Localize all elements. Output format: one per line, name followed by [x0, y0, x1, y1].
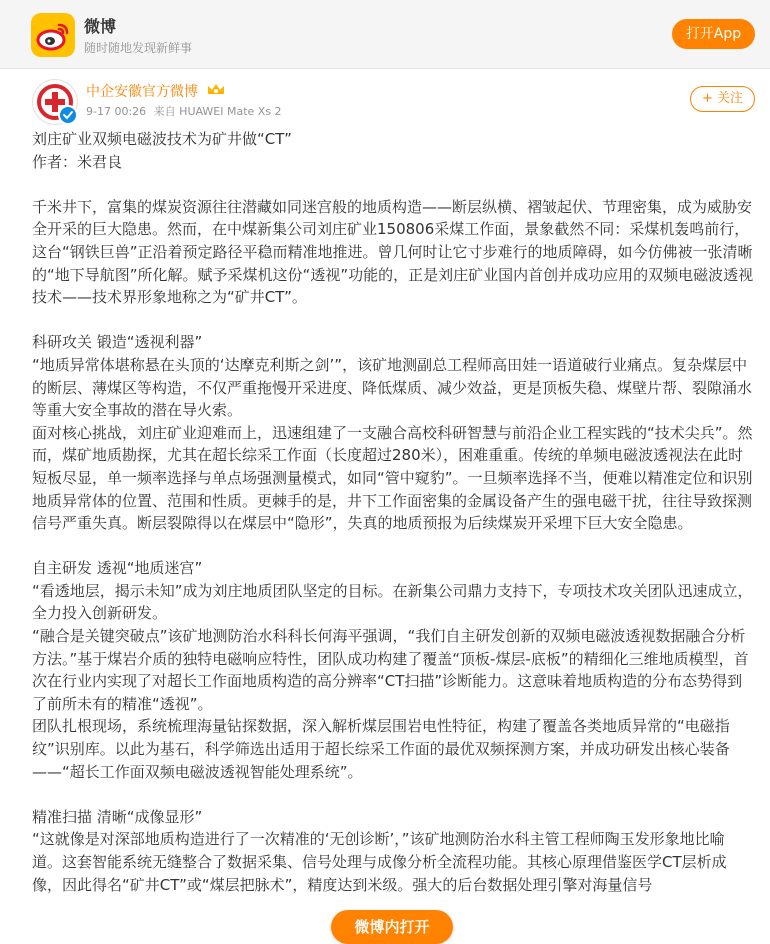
article-paragraph: 面对核心挑战，刘庄矿业迎难而上，迅速组建了一支融合高校科研智慧与前沿企业工程实践的“技术尖兵”。然而，煤矿地质勘探，尤其在超长综采工作面（长度超过280米），困难重重。传统的单频电磁波透视法在此时短板尽显，单一频率选择与单点场强测量模式，如同“管中窥豹”。一旦频率选择不当，便难以精准定位和识别地质异常体的位置、范围和性质。更棘手的是，井下工作面密集的金属设备产生的强电磁干扰，往往导致探测信号严重失真。断层裂隙得以在煤层中“隐形”，失真的地质预报为后续煤炭开采埋下巨大安全隐患。 [32, 423, 753, 533]
article-author: 作者：米君良 [32, 152, 123, 171]
app-tagline: 随时随地发现新鲜事 [84, 41, 193, 55]
weibo-logo-icon[interactable] [31, 13, 75, 57]
article-paragraph: 千米井下，富集的煤炭资源往往潜藏如同迷宫般的地质构造——断层纵横、褶皱起伏、节理密集，成为威胁安全开采的巨大隐患。然而，在中煤新集公司刘庄矿业150806采煤工作面，景象截然不同：采煤机轰鸣前行，这台“钢铁巨兽”正沿着预定路径平稳而精准地推进。曾几何时让它寸步难行的地质障碍，如今仿佛被一张清晰的“地下导航图”所化解。赋予采煤机这份“透视”功能的，正是刘庄矿业国内首创并成功应用的双频电磁波透视技术——技术界形象地称之为“矿井CT”。 [32, 197, 754, 307]
paragraph-gap [32, 783, 754, 806]
paragraph-gap [32, 173, 754, 196]
section-heading: 科研攻关 锻造“透视利器” [32, 333, 203, 352]
author-name[interactable]: 中企安徽官方微博 [86, 84, 198, 100]
follow-button[interactable]: + 关注 [690, 86, 755, 112]
article-paragraph: “看透地层，揭示未知”成为刘庄地质团队坚定的目标。在新集公司鼎力支持下，专项技术攻关团队迅速成立，全力投入创新研发。 [32, 581, 753, 623]
article-paragraph: “这就像是对深部地质构造进行了一次精准的‘无创诊断’，”该矿地测防治水科主管工程师陶玉发形象地比喻道。这套智能系统无缝整合了数据采集、信号处理与成像分析全流程功能。其核心原理借鉴医学CT层析成像，因此得名“矿井CT”或“煤层把脉术”，精度达到米级。强大的后台数据处理引擎对海量信号 [32, 830, 727, 894]
section-heading: 精准扫描 清晰“成像显形” [32, 807, 203, 826]
post-date: 9-17 00:26 [86, 105, 147, 118]
article-paragraph: “融合是关键突破点”该矿地测防治水科科长何海平强调，“我们自主研发创新的双频电磁波透视数据融合分析方法。”基于煤岩介质的独特电磁响应特性，团队成功构建了覆盖“顶板-煤层-底板”的精细化三维地质模型，首次在行业内实现了对超长工作面地质构造的高分辨率“CT扫描”诊断能力。这意味着地质构造的分布态势得到了前所未有的精准“透视”。 [32, 627, 749, 713]
article-paragraph: 团队扎根现场，系统梳理海量钻探数据，深入解析煤层围岩电性特征，构建了覆盖各类地质异常的“电磁指纹”识别库。以此为基石，科学筛选出适用于超长综采工作面的最优双频探测方案，并成功研发出核心装备——“超长工作面双频电磁波透视智能处理系统”。 [32, 717, 730, 781]
section-heading: 自主研发 透视“地质迷宫” [32, 559, 203, 578]
post-source: 来自 HUAWEI Mate Xs 2 [153, 105, 282, 118]
verified-icon [58, 105, 78, 125]
vip-crown-icon [206, 82, 226, 96]
open-app-button[interactable]: 打开App [672, 19, 755, 49]
app-name: 微博 [84, 17, 117, 36]
paragraph-gap [32, 535, 754, 558]
article-title: 刘庄矿业双频电磁波技术为矿井做“CT” [32, 130, 292, 148]
open-in-weibo-button[interactable]: 微博内打开 [331, 910, 453, 944]
article-body [32, 128, 754, 896]
paragraph-gap [32, 309, 754, 332]
article-paragraph: “地质异常体堪称悬在头顶的‘达摩克利斯之剑’”，该矿地测副总工程师高田娃一语道破行业痛点。复杂煤层中的断层、薄煤区等构造，不仅严重拖慢开采进度、降低煤质、减少效益，更是顶板失稳、煤壁片帮、裂隙涌水等重大安全事故的潜在导火索。 [32, 355, 753, 420]
post-meta [86, 103, 286, 119]
app-banner [0, 0, 770, 69]
